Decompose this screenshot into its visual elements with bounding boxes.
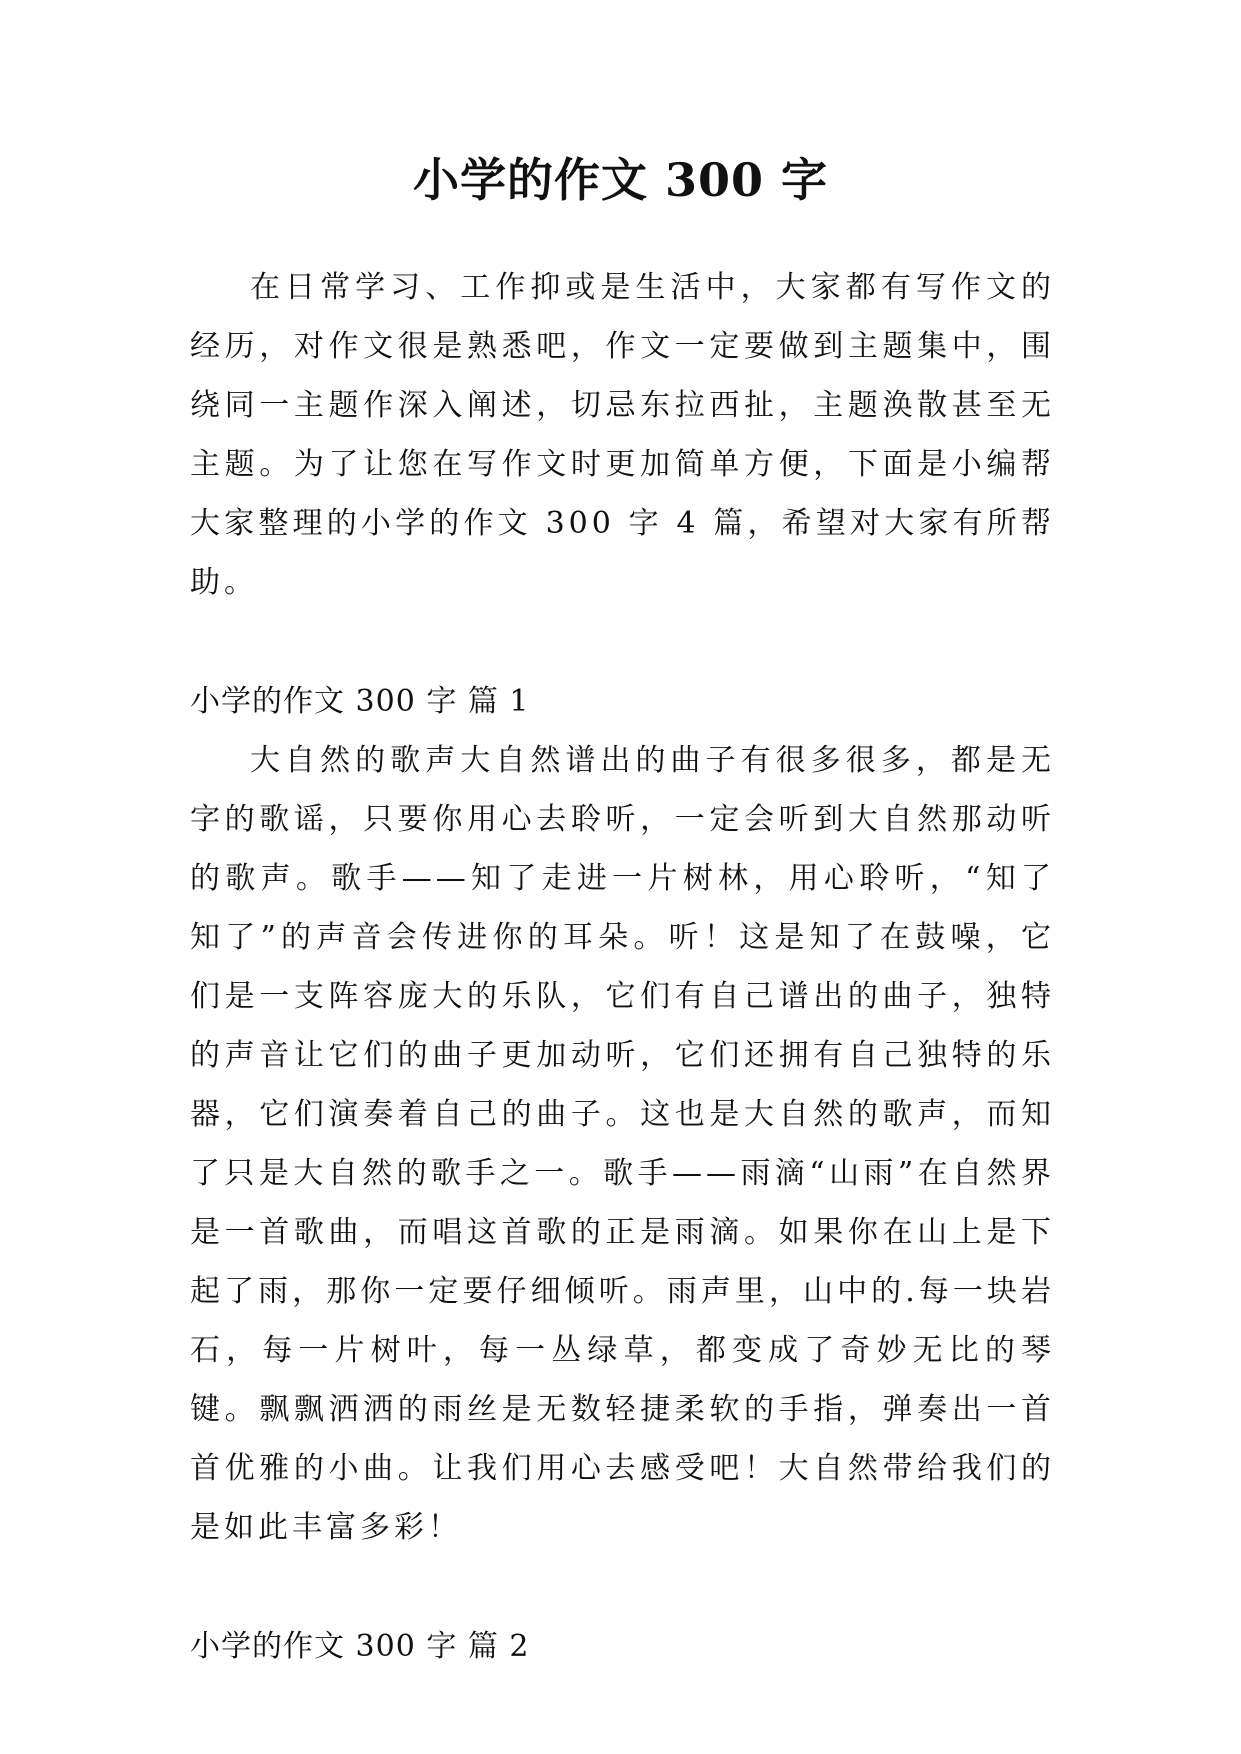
section-heading-2: 小学的作文 300 字 篇 2 [190,1629,530,1664]
document-content [190,258,1055,1676]
intro-paragraph: 在日常学习、工作抑或是生活中，大家都有写作文的经历，对作文很是熟悉吧，作文一定要做到主题集中，围绕同一主题作深入阐述，切忌东拉西扯，主题涣散甚至无主题。为了让您在写作文时更加简单方便，下面是小编帮大家整理的小学的作文 300 字 4 篇，希望对大家有所帮助。 [190,270,1055,600]
section-heading-1: 小学的作文 300 字 篇 1 [190,684,530,719]
essay-1-paragraph: 大自然的歌声大自然谱出的曲子有很多很多，都是无字的歌谣，只要你用心去聆听，一定会听到大自然那动听的歌声。歌手——知了走进一片树林，用心聆听，“知了知了”的声音会传进你的耳朵。听！这是知了在鼓噪，它们是一支阵容庞大的乐队，它们有自己谱出的曲子，独特的声音让它们的曲子更加动听，它们还拥有自己独特的乐器，它们演奏着自己的曲子。这也是大自然的歌声，而知了只是大自然的歌手之一。歌手——雨滴“山雨”在自然界是一首歌曲，而唱这首歌的正是雨滴。如果你在山上是下起了雨，那你一定要仔细倾听。雨声里，山中的.每一块岩石，每一片树叶，每一丛绿草，都变成了奇妙无比的琴键。飘飘洒洒的雨丝是无数轻捷柔软的手指，弹奏出一首首优雅的小曲。让我们用心去感受吧！大自然带给我们的是如此丰富多彩！ [190,743,1055,1545]
document-title: 小学的作文 300 字 [412,153,829,207]
